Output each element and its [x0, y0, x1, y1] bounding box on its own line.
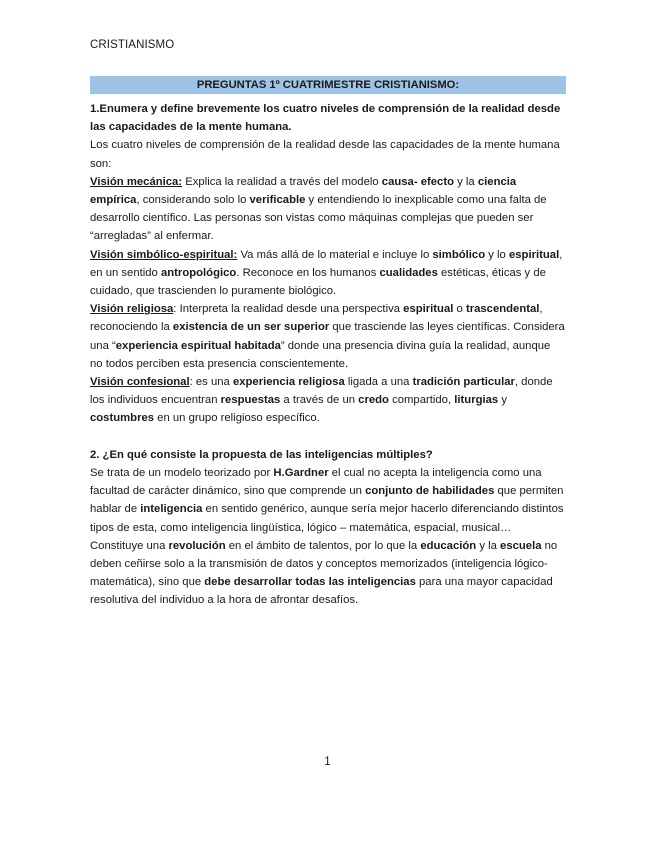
text-span: estéticas, éticas y de cuidado, que trascienden lo puramente biológico.: [90, 266, 546, 298]
question-2-title: 2. ¿En qué consiste la propuesta de las inteligencias múltiples?: [90, 448, 433, 461]
text-span: y lo: [485, 248, 509, 261]
text-span: ligada a una: [344, 376, 413, 389]
text-span: , donde los individuos encuentran: [90, 376, 553, 407]
question-1-intro: Los cuatro niveles de comprensión de la realidad desde las capacidades de la mente humana son:: [90, 139, 560, 170]
text-span: que permiten hablar de: [90, 485, 564, 516]
text-span: y la: [476, 539, 501, 552]
text-span: compartido,: [388, 394, 455, 407]
bold-span: experiencia religiosa: [232, 376, 345, 389]
bold-span: espiritual: [403, 303, 454, 316]
text-span: : es una: [189, 376, 233, 389]
paragraph-revolucion: [90, 537, 566, 610]
term-vision-mecanica: Visión mecánica:: [90, 175, 183, 188]
text-span: ” donde una presencia divina guía la realidad, aunque no todos perciben esta presencia conscientemente.: [90, 339, 551, 370]
text-span: . Reconoce en los humanos: [236, 266, 380, 279]
bold-span: antropológico: [160, 266, 237, 279]
text-span: para una mayor capacidad resolutiva del individuo a la hora de afrontar desafíos.: [90, 576, 553, 607]
bold-span: cualidades: [379, 266, 438, 279]
term-vision-simbolico: Visión simbólico-espiritual:: [90, 248, 238, 261]
bold-span: causa- efecto: [381, 175, 454, 188]
bold-span: liturgias: [454, 394, 499, 407]
paragraph-vision-religiosa: [90, 300, 566, 373]
text-span: , en un sentido: [90, 248, 563, 279]
bold-span: verificable: [249, 194, 306, 207]
bold-span: trascendental: [465, 303, 540, 316]
bold-span: debe desarrollar todas las inteligencias: [204, 576, 416, 589]
section-banner: PREGUNTAS 1º CUATRIMESTRE CRISTIANISMO:: [90, 76, 566, 94]
bold-span: inteligencia: [140, 503, 203, 516]
paragraph-spacer: [90, 428, 566, 446]
bold-span: espiritual: [508, 248, 560, 261]
text-span: y: [498, 394, 507, 407]
text-span: Se trata de un modelo teorizado por: [90, 467, 274, 480]
document-body: [90, 100, 566, 610]
text-span: y la: [454, 175, 478, 188]
bold-span: experiencia espiritual habitada: [115, 339, 281, 352]
bold-span: simbólico: [432, 248, 486, 261]
page-number: 1: [324, 756, 331, 768]
text-span: y entendiendo lo inexplicable como una falta de desarrollo científico. Las personas son vistas como máquinas complejas que pueden ser “arregladas” al enfermar.: [90, 194, 547, 243]
bold-span: respuestas: [220, 394, 281, 407]
text-span: , considerando solo lo: [136, 194, 250, 207]
term-vision-religiosa: Visión religiosa: [90, 303, 174, 316]
bold-span: educación: [420, 539, 477, 552]
paragraph-vision-mecanica: [90, 173, 566, 246]
text-span: Constituye una: [90, 539, 169, 552]
text-span: Explica la realidad a través del modelo: [182, 175, 382, 188]
question-1-title: 1.Enumera y define brevemente los cuatro niveles de comprensión de la realidad desde las capacidades de la mente humana.: [90, 103, 561, 134]
page-header: CRISTIANISMO: [90, 39, 175, 51]
text-span: en un grupo religioso específico.: [154, 412, 320, 425]
bold-span: costumbres: [90, 412, 155, 425]
bold-span: existencia de un ser superior: [172, 321, 330, 334]
paragraph-vision-simbolico: [90, 246, 566, 301]
bold-span: escuela: [500, 539, 542, 552]
bold-span: H.Gardner: [273, 467, 329, 480]
text-span: a través de un: [280, 394, 359, 407]
bold-span: revolución: [168, 539, 226, 552]
text-span: el cual no acepta la inteligencia como una facultad de carácter dinámico, sino que comprende un: [90, 467, 542, 498]
text-span: : Interpreta la realidad desde una perspectiva: [173, 303, 404, 316]
text-span: Va más allá de lo material e incluye lo: [237, 248, 433, 261]
text-span: que trasciende las leyes científicas. Considera una “: [90, 321, 565, 352]
text-span: no deben ceñirse solo a la transmisión de datos y conceptos memorizados (inteligencia lógico- matemática), sino que: [90, 539, 558, 589]
text-span: en el ámbito de talentos, por lo que la: [225, 539, 421, 552]
paragraph-gardner: [90, 464, 566, 537]
text-span: en sentido genérico, aunque sería mejor hacerlo diferenciando distintos tipos de esta, como inteligencia lingüística, lógico – matemática, espacial, musical…: [90, 503, 564, 534]
paragraph-vision-confesional: [90, 373, 566, 428]
bold-span: ciencia empírica: [90, 175, 517, 207]
text-span: o: [453, 303, 466, 316]
bold-span: tradición particular: [412, 376, 515, 389]
text-span: , reconociendo la: [90, 303, 543, 334]
term-vision-confesional: Visión confesional: [90, 376, 190, 389]
bold-span: credo: [358, 394, 389, 407]
bold-span: conjunto de habilidades: [365, 485, 495, 498]
